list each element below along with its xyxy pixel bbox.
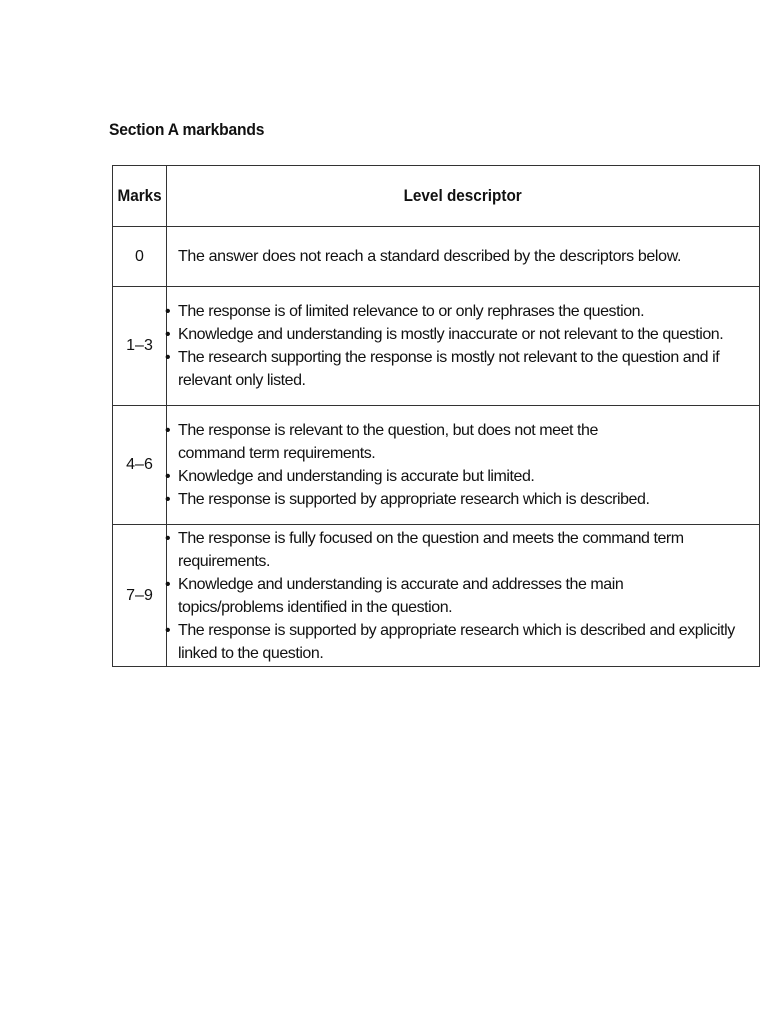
descriptor-bullet: • Knowledge and understanding is mostly inaccurate or not relevant to the question. <box>167 323 759 346</box>
table-row <box>113 406 760 525</box>
descriptor-bullet: • Knowledge and understanding is accurate and addresses the main topics/problems identified in the question. <box>167 573 759 619</box>
descriptor-list <box>167 419 759 511</box>
markbands-table <box>112 165 760 667</box>
table-row <box>113 287 760 406</box>
table-row <box>113 525 760 667</box>
descriptor-cell <box>167 287 760 406</box>
descriptor-list <box>167 527 759 665</box>
marks-header-text: Marks <box>117 186 162 205</box>
marks-cell: 0 <box>113 227 167 287</box>
descriptor-cell <box>167 406 760 525</box>
marks-cell: 4–6 <box>113 406 167 525</box>
descriptor-column-header <box>167 166 760 227</box>
descriptor-bullet: • The response is relevant to the question, but does not meet the command term requirements. <box>167 419 659 465</box>
table-row <box>113 227 760 287</box>
descriptor-cell <box>167 525 760 667</box>
descriptor-cell <box>167 227 760 287</box>
marks-cell: 7–9 <box>113 525 167 667</box>
descriptor-header-text: Level descriptor <box>403 186 523 205</box>
descriptor-bullet: • The response is of limited relevance to or only rephrases the question. <box>167 300 759 323</box>
descriptor-bullet: • The response is supported by appropriate research which is described and explicitly linked to the question. <box>167 619 759 665</box>
descriptor-bullet: • The response is fully focused on the question and meets the command term requirements. <box>167 527 759 573</box>
descriptor-bullet: • The research supporting the response is mostly not relevant to the question and if relevant only listed. <box>167 346 759 392</box>
section-title: Section A markbands <box>109 120 265 139</box>
marks-column-header <box>113 166 167 227</box>
marks-cell: 1–3 <box>113 287 167 406</box>
table-header-row <box>113 166 760 227</box>
descriptor-text: The answer does not reach a standard described by the descriptors below. <box>178 248 682 265</box>
descriptor-list <box>167 300 759 392</box>
descriptor-bullet: • Knowledge and understanding is accurate but limited. <box>167 465 659 488</box>
descriptor-bullet: • The response is supported by appropriate research which is described. <box>167 488 659 511</box>
